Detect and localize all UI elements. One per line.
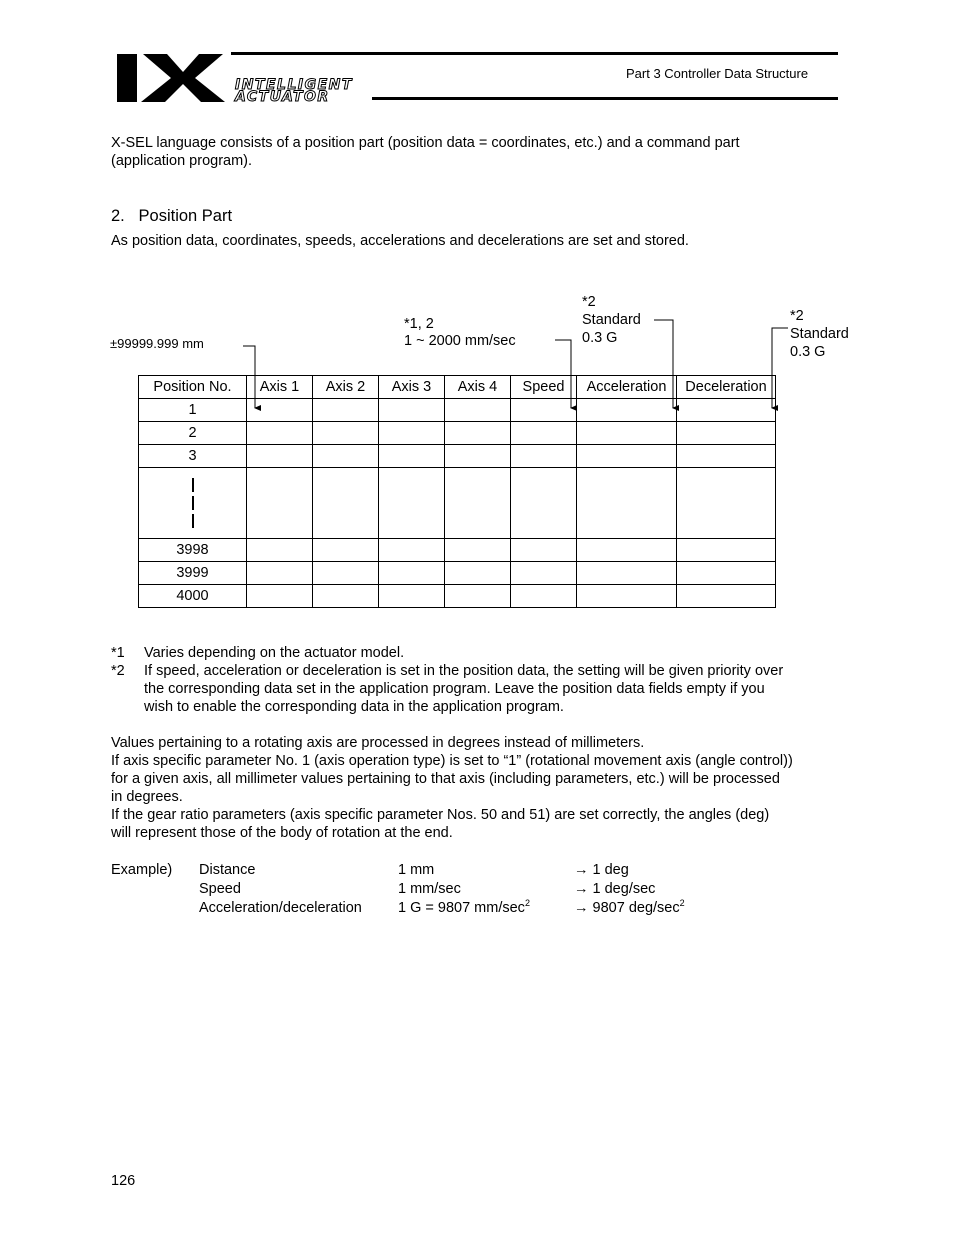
position-number: 3: [139, 445, 247, 468]
example-speed-value: 1 mm/sec: [398, 881, 461, 897]
header-acceleration: Acceleration: [577, 376, 677, 399]
coordinate-range-note: ±99999.999 mm: [110, 336, 204, 351]
position-number: 3998: [139, 539, 247, 562]
position-number: 1: [139, 399, 247, 422]
example-distance-result: → 1 deg: [574, 862, 629, 878]
position-number: 3999: [139, 562, 247, 585]
leader-arrows: [0, 0, 954, 420]
decel-note-value: 0.3 G: [790, 344, 826, 360]
table-header-row: [139, 376, 776, 399]
speed-note-ref: *1, 2: [404, 316, 434, 332]
note-2-line-2: the corresponding data set in the application program. Leave the position data fields empty if you: [144, 681, 765, 697]
header-axis-4: Axis 4: [445, 376, 511, 399]
section-description: As position data, coordinates, speeds, accelerations and decelerations are set and stored.: [111, 233, 689, 249]
speed-note-range: 1 ~ 2000 mm/sec: [404, 333, 516, 349]
accel-note-standard: Standard: [582, 312, 641, 328]
header-axis-3: Axis 3: [379, 376, 445, 399]
example-speed-result: → 1 deg/sec: [574, 881, 656, 897]
example-accel-result: → 9807 deg/$\sec^2$: [574, 898, 685, 916]
intro-line-1: X-SEL language consists of a position part (position data = coordinates, etc.) and a command part: [111, 135, 740, 151]
position-number: 2: [139, 422, 247, 445]
example-accel-value: 1 G = 9807 $mm/\sec^2$: [398, 898, 530, 916]
position-data-table: [138, 375, 776, 608]
note-2-line-3: wish to enable the corresponding data in the application program.: [144, 699, 564, 715]
accel-note-value: 0.3 G: [582, 330, 618, 346]
decel-note-standard: Standard: [790, 326, 849, 342]
table-row: [139, 399, 776, 422]
intro-line-2: (application program).: [111, 153, 253, 169]
para-line-4: in degrees.: [111, 789, 183, 805]
position-number: 4000: [139, 585, 247, 608]
table-row: [139, 422, 776, 445]
note-1-mark: *1: [111, 645, 125, 661]
header-deceleration: Deceleration: [677, 376, 776, 399]
brand-intelligent: INTELLIGENT: [235, 77, 353, 93]
header-axis-1: Axis 1: [247, 376, 313, 399]
continuation-marks: [139, 468, 247, 539]
para-line-1: Values pertaining to a rotating axis are processed in degrees instead of millimeters.: [111, 735, 645, 751]
decel-note-ref: *2: [790, 308, 804, 324]
header-speed: Speed: [511, 376, 577, 399]
para-line-5: If the gear ratio parameters (axis specific parameter Nos. 50 and 51) are set correctly, the angles (deg): [111, 807, 770, 823]
page-number: 126: [111, 1173, 136, 1189]
table-row: [139, 445, 776, 468]
brand-actuator: ACTUATOR: [235, 89, 330, 105]
table-row: [139, 562, 776, 585]
example-distance-name: Distance: [199, 862, 256, 878]
para-line-3: for a given axis, all millimeter values pertaining to that axis (including parameters, etc.) will be processed: [111, 771, 780, 787]
example-label: Example): [111, 862, 173, 878]
example-speed-name: Speed: [199, 881, 241, 897]
table-row: [139, 539, 776, 562]
example-distance-value: 1 mm: [398, 862, 435, 878]
para-line-6: will represent those of the body of rotation at the end.: [111, 825, 453, 841]
para-line-2: If axis specific parameter No. 1 (axis operation type) is set to “1” (rotational movement axis (angle control)): [111, 753, 793, 769]
header-position-no: Position No.: [139, 376, 247, 399]
note-2-line-1: If speed, acceleration or deceleration is set in the position data, the setting will be given priority over: [144, 663, 784, 679]
example-accel-name: Acceleration/deceleration: [199, 900, 362, 916]
section-heading: 2. Position Part: [111, 207, 233, 225]
note-2-mark: *2: [111, 663, 125, 679]
section-header-title: Part 3 Controller Data Structure: [626, 66, 809, 81]
note-1-text: Varies depending on the actuator model.: [144, 645, 405, 661]
table-row: [139, 585, 776, 608]
header-axis-2: Axis 2: [313, 376, 379, 399]
table-row-ellipsis: [139, 468, 776, 539]
accel-note-ref: *2: [582, 294, 596, 310]
